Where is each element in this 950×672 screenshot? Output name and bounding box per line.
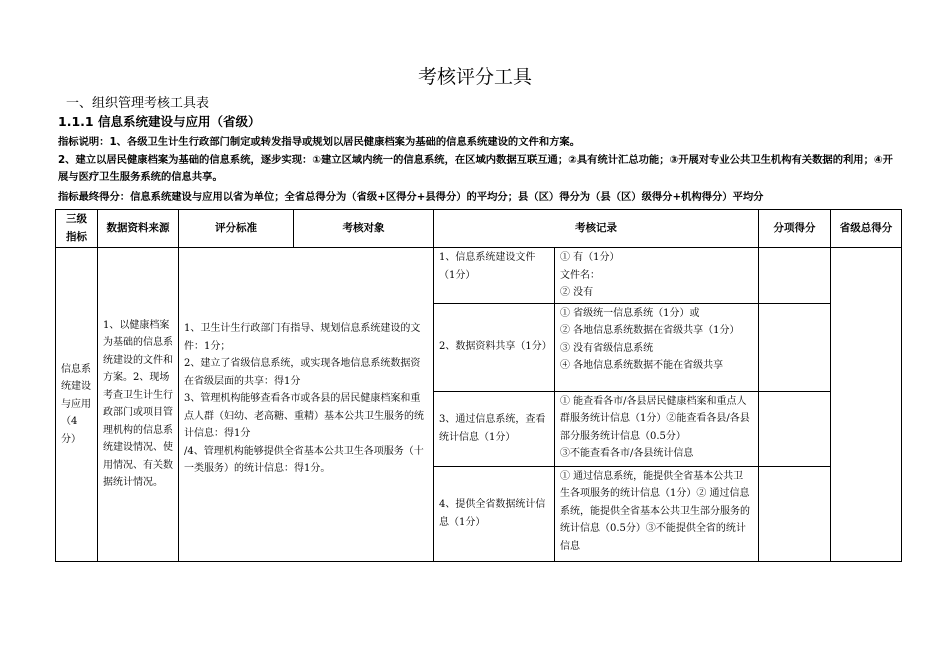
criteria-line: /4、管理机构能够提供全省基本公共卫生各项服务（十一类服务）的统计信息：得1分。	[184, 445, 424, 474]
header-row	[56, 210, 902, 248]
final-score-note: 指标最终得分：信息系统建设与应用以省为单位；全省总得分为（省级+区得分+县得分）的平均分；县（区）得分为（县（区）级得分+机构得分）平均分	[58, 191, 764, 203]
table-row	[56, 248, 902, 304]
item-score-cell	[759, 303, 831, 391]
indicator-note-2: 2、建立以居民健康档案为基础的信息系统，逐步实现：①建立区域内统一的信息系统，在区域内数据互联互通；②具有统计汇总功能；③开展对专业公共卫生机构有关数据的利用；④开展与医疗卫生服务系统的信息共享。	[58, 154, 893, 183]
record-cell	[555, 391, 759, 466]
record-cell	[555, 248, 759, 304]
assessment-table	[55, 209, 902, 562]
page-title: 考核评分工具	[417, 66, 532, 88]
section-heading: 一、组织管理考核工具表	[66, 96, 210, 111]
item-score-cell	[759, 391, 831, 466]
record-line: ① 通过信息系统，能提供全省基本公共卫生各项服务的统计信息（1分）② 通过信息系统，能提供全省基本公共卫生部分服务的统计信息（0.5分）③不能提供全省的统计信息	[560, 470, 750, 552]
subsection-heading: 1.1.1 信息系统建设与应用（省级）	[58, 114, 261, 129]
record-cell	[555, 466, 759, 561]
item-cell: 4、提供全省数据统计信息（1分）	[434, 466, 555, 561]
header-total-score: 省级总得分	[831, 210, 902, 248]
indicator-cell: 信息系统建设与应用（4分）	[56, 248, 98, 562]
item-cell: 2、数据资料共享（1分）	[434, 303, 555, 391]
record-line: ③ 没有省级信息系统	[560, 342, 654, 354]
record-cell	[555, 303, 759, 391]
header-criteria: 评分标准	[179, 210, 294, 248]
criteria-line: 3、管理机构能够查看各市或各县的居民健康档案和重点人群（妇幼、老高糖、重精）基本公共卫生服务的统计信息：得1分	[184, 393, 424, 439]
criteria-line: 1、卫生计生行政部门有指导、规划信息系统建设的文件：1分；	[184, 323, 421, 352]
header-item-score: 分项得分	[759, 210, 831, 248]
item-cell: 3、通过信息系统，查看统计信息（1分）	[434, 391, 555, 466]
record-line: ① 能查看各市/各县居民健康档案和重点人群服务统计信息（1分）②能查看各县/各县部分服务统计信息（0.5分）	[560, 395, 750, 442]
record-line: ③不能查看各市/各县统计信息	[560, 448, 694, 459]
record-line: ② 没有	[560, 287, 594, 298]
header-record: 考核记录	[434, 210, 759, 248]
source-cell: 1、以健康档案为基础的信息系统建设的文件和方案。2、现场考查卫生计生行政部门或项目管理机构的信息系统建设情况、使用情况、有关数据统计情况。	[98, 248, 179, 562]
header-source: 数据资料来源	[98, 210, 179, 248]
header-level3: 三级指标	[56, 210, 98, 248]
item-score-cell	[759, 466, 831, 561]
header-target: 考核对象	[294, 210, 434, 248]
indicator-note-1: 指标说明：1、各级卫生计生行政部门制定或转发指导或规划以居民健康档案为基础的信息系统建设的文件和方案。	[58, 136, 581, 148]
record-line: ① 有（1分）	[560, 252, 620, 263]
criteria-line: 2、建立了省级信息系统，或实现各地信息系统数据资在省级层面的共享：得1分	[184, 358, 421, 387]
item-cell: 1、信息系统建设文件（1分）	[434, 248, 555, 304]
record-line: 文件名：	[560, 269, 600, 281]
total-score-cell	[831, 248, 902, 562]
criteria-cell	[179, 248, 434, 562]
item-score-cell	[759, 248, 831, 304]
record-line: ① 省级统一信息系统（1分）或	[560, 307, 700, 319]
record-line: ④ 各地信息系统数据不能在省级共享	[560, 360, 724, 371]
record-line: ② 各地信息系统数据在省级共享（1分）	[560, 325, 740, 336]
